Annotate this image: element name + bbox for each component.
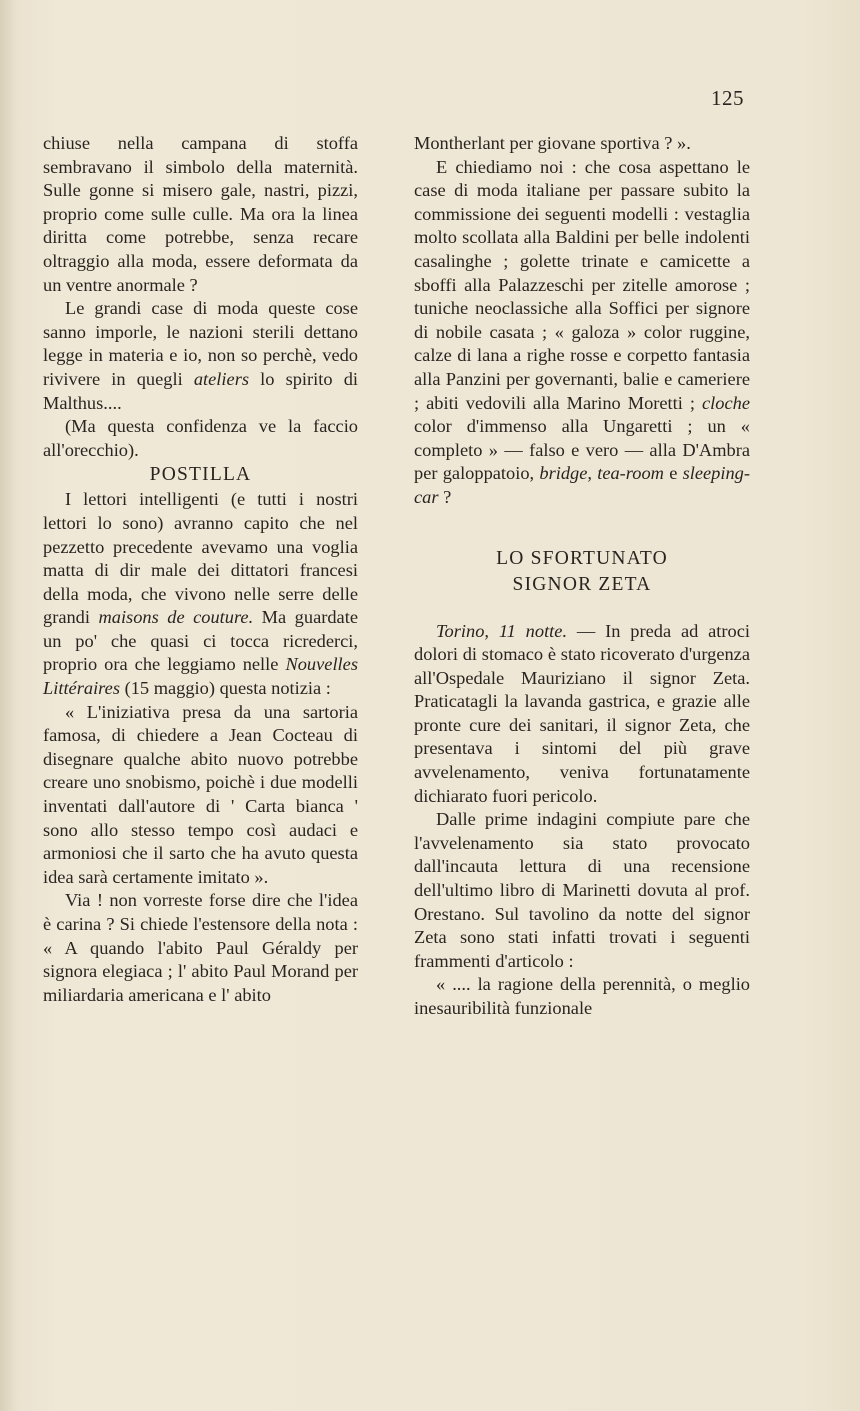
italic-word: ateliers — [193, 368, 250, 389]
left-paragraph-3: (Ma questa confidenza ve la faccio all'orecchio). — [43, 416, 358, 460]
heading-line-1: LO SFORTUNATO — [496, 547, 668, 569]
text-run: (15 maggio) questa notizia : — [119, 678, 331, 699]
left-column — [43, 132, 358, 1007]
text-run: Le grandi case di moda queste cose sanno imporle, le nazioni sterili dettano legge in materia e io, non so perchè, vedo rivivere in quegli — [43, 298, 358, 389]
italic-word: cloche — [702, 392, 750, 413]
text-run: ? — [438, 486, 452, 507]
italic-phrase: bridge, tea-room — [539, 463, 664, 484]
text-run: e — [663, 463, 683, 484]
right-paragraph-4: Dalle prime indagini compiute pare che l'avvelenamento sia stato provocato dall'incauta lettura di una recensione dell'ultimo libro di Marinetti dovuta al prof. Orestano. Sul tavolino da notte del signor Zeta sono stati infatti trovati i seguenti frammenti d'articolo : — [414, 809, 750, 971]
text-run: E chiediamo noi : che cosa aspettano le case di moda italiane per passare subito la commissione dei seguenti modelli : vestaglia molto scollata alla Baldini per belle indolenti casalinghe ; golette trinate e camicette a sboffi alla Palazzeschi per zitelle amorose ; tuniche neoclassiche alla Soffici per signore di nobile casata ; « galoza » color ruggine, calze di lana a righe rosse e corpetto fantasia alla Panzini per governanti, balie e cameriere ; abiti vedovili alla Marino Moretti ; — [414, 156, 750, 413]
italic-phrase: maisons de couture. — [98, 607, 254, 628]
text-run: color d'immenso alla Ungaretti ; un « completo » — falso e vero — alla D'Ambra per galoppatoio, — [414, 416, 750, 484]
section-heading-postilla: POSTILLA — [149, 464, 252, 486]
text-run: Ma guardate un po' che quasi ci tocca ricrederci, proprio ora che leggiamo nelle — [43, 607, 358, 675]
text-run: lo spirito di Malthus.... — [43, 368, 359, 413]
left-paragraph-4 — [43, 488, 358, 700]
page-number: 125 — [711, 86, 744, 110]
left-paragraph-2 — [43, 297, 358, 415]
section-heading-sfortunato — [414, 546, 750, 598]
heading-line-2: SIGNOR ZETA — [512, 573, 652, 595]
right-paragraph-1: Montherlant per giovane sportiva ? ». — [414, 133, 691, 153]
right-paragraph-2 — [414, 156, 750, 510]
italic-word: sleeping-car — [414, 463, 751, 507]
left-paragraph-5: « L'iniziativa presa da una sartoria famosa, di chiedere a Jean Cocteau di disegnare qualche abito nuovo potrebbe creare uno snobismo, poichè i due modelli inventati dall'autore di ' Carta bianca ' sono allo stesso tempo così audaci e armoniosi che il sarto che ha avuto questa idea sarà certamente imitato ». — [43, 701, 358, 887]
italic-dateline: Torino, 11 notte. — [436, 620, 568, 641]
italic-title: Nouvelles Littéraires — [43, 654, 358, 699]
left-paragraph-1: chiuse nella campana di stoffa sembravano il simbolo della maternità. Sulle gonne si misero gale, nastri, pizzi, proprio come sulle culle. Ma ora la linea diritta come potrebbe, senza recare oltraggio alla moda, essere deformata da un ventre anormale ? — [43, 133, 358, 295]
right-paragraph-5: « .... la ragione della perennità, o meglio inesauribilità funzionale — [414, 974, 750, 1018]
text-run: — In preda ad atroci dolori di stomaco è stato ricoverato d'urgenza all'Ospedale Mauriziano il signor Zeta. Praticatagli la lavanda gastrica, e grazie alle pronte cure dei sanitari, il signor Zeta, che presentava i sintomi del più grave avvelenamento, veniva fortunatamente dichiarato fuori pericolo. — [414, 620, 750, 806]
right-paragraph-3 — [414, 620, 750, 809]
right-column — [414, 132, 750, 1021]
left-paragraph-6: Via ! non vorreste forse dire che l'idea è carina ? Si chiede l'estensore della nota : « A quando l'abito Paul Géraldy per signora elegiaca ; l' abito Paul Morand per miliardaria americana e l' abito — [43, 890, 358, 1005]
text-run: I lettori intelligenti (e tutti i nostri lettori lo sono) avranno capito che nel pezzetto precedente avevamo una voglia matta di dir male dei dittatori francesi della moda, che vivono nelle serre delle grandi — [43, 489, 358, 628]
